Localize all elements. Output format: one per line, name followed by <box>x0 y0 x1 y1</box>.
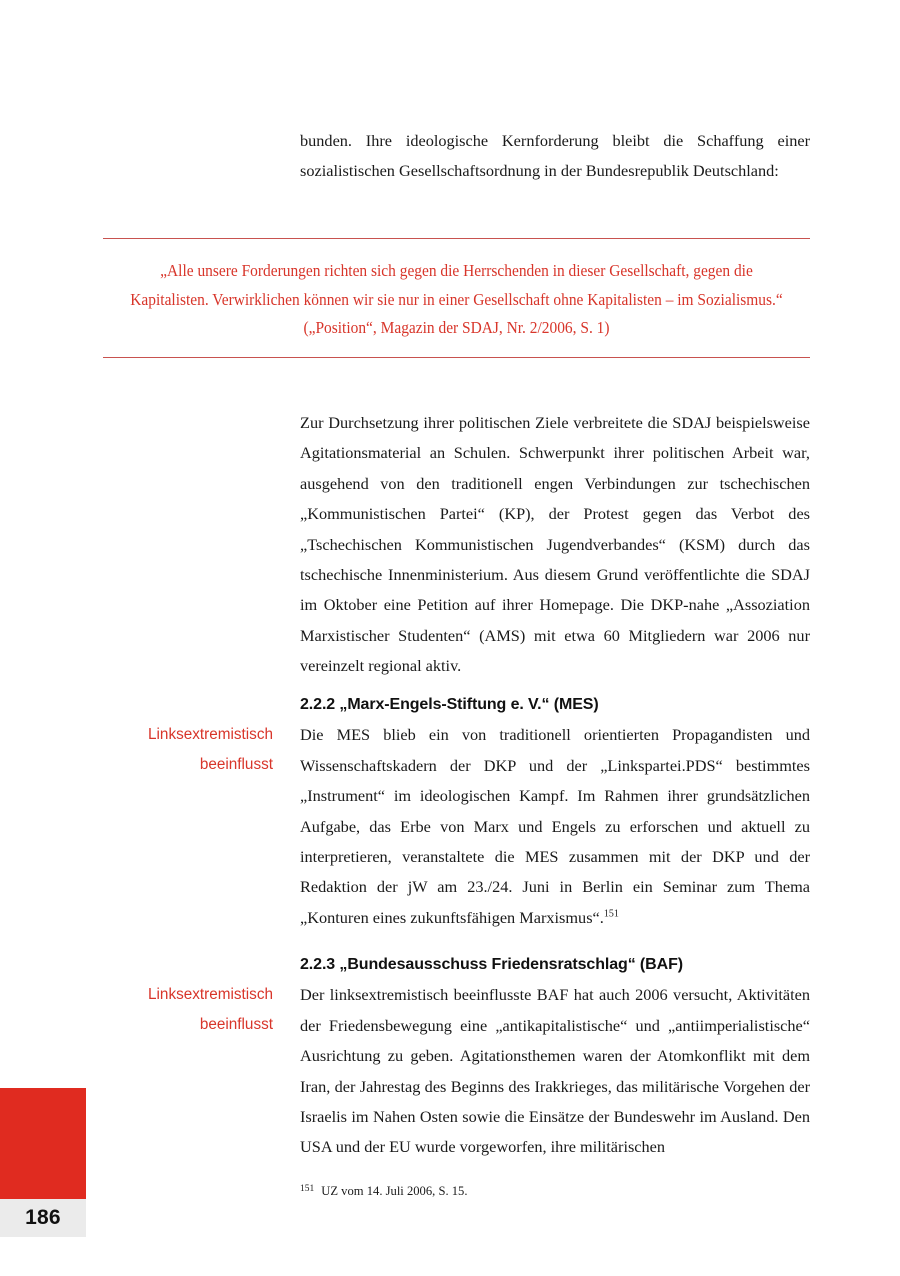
footnote-number: 151 <box>300 1184 315 1194</box>
pull-quote <box>103 238 810 358</box>
chapter-thumb-tab <box>0 1088 86 1199</box>
section-heading-baf: 2.2.3 „Bundesausschuss Friedensratschlag“ (BAF) <box>300 956 683 973</box>
page-number: 186 <box>25 1206 61 1229</box>
quote-text: „Alle unsere Forderungen richten sich gegen die Herrschenden in dieser Gesellschaft, gegen die Kapitalisten. Verwirklichen können wir sie nur in einer Gesellschaft ohne Kapitalisten – im Sozialismus.“ <box>130 261 783 309</box>
margin-note-line-2: beeinflusst <box>199 756 273 774</box>
section-baf <box>300 950 810 1163</box>
margin-note-baf <box>93 980 273 1041</box>
margin-note-line-1: Linksextremistisch <box>148 986 273 1003</box>
quote-bottom-rule <box>103 357 810 358</box>
intro-paragraph: bunden. Ihre ideologische Kernforderung bleibt die Schaffung einer sozialistischen Gesellschaftsordnung in der Bundesrepublik Deutschland: <box>300 131 810 181</box>
margin-note-line-1: Linksextremistisch <box>148 726 273 743</box>
quote-body <box>128 239 786 357</box>
margin-note-mes <box>93 720 273 781</box>
sdaj-paragraph: Zur Durchsetzung ihrer politischen Ziele verbreitete die SDAJ beispielsweise Agitationsmaterial an Schulen. Schwerpunkt ihrer politischen Arbeit war, ausgehend von den traditionell engen Verbindungen zur tschechischen „Kommunistischen Partei“ (KP), der Protest gegen das Verbot des „Tschechischen Kommunistischen Jugendverbandes“ (KSM) durch das tschechische Innenministerium. Aus diesem Grund veröffentlichte die SDAJ im Oktober eine Petition auf ihrer Homepage. Die DKP-nahe „Assoziation Marxistischer Studenten“ (AMS) mit etwa 60 Mitgliedern war 2006 nur vereinzelt regional aktiv. <box>300 413 810 676</box>
section-body-baf: Der linksextremistisch beeinflusste BAF hat auch 2006 versucht, Aktivitäten der Friedensbewegung eine „antikapitalistische“ und „antiimperialistische“ Ausrichtung zu geben. Agitationsthemen waren der Atomkonflikt mit dem Iran, der Jahrestag des Beginns des Irakkrieges, das militärische Vorgehen der Israelis im Nahen Osten sowie die Einsätze der Bundeswehr im Ausland. Den USA und der EU wurde vorgeworfen, ihre militärischen <box>300 985 810 1157</box>
quote-source: („Position“, Magazin der SDAJ, Nr. 2/2006, S. 1) <box>303 318 610 337</box>
page-number-box <box>0 1199 86 1237</box>
footnote <box>300 1183 810 1199</box>
footnote-text: UZ vom 14. Juli 2006, S. 15. <box>321 1184 468 1198</box>
section-body-mes-text: Die MES blieb ein von traditionell orientierten Propagandisten und Wissenschaftskadern der DKP und der „Linkspartei.PDS“ bestimmtes „Instrument“ im ideologischen Kampf. Im Rahmen ihrer grundsätzlichen Aufgabe, das Erbe von Marx und Engels zu erforschen und aktuell zu interpretieren, veranstaltete die MES zusammen mit der DKP und der Redaktion der jW am 23./24. Juni in Berlin ein Seminar zum Thema „Konturen eines zukunftsfähigen Marxismus“. <box>300 725 810 927</box>
section-heading-mes: 2.2.2 „Marx-Engels-Stiftung e. V.“ (MES) <box>300 696 599 713</box>
margin-note-line-2: beeinflusst <box>199 1016 273 1034</box>
footnote-marker-151: 151 <box>603 908 619 920</box>
section-mes <box>300 690 810 933</box>
section-body-mes <box>300 720 810 933</box>
